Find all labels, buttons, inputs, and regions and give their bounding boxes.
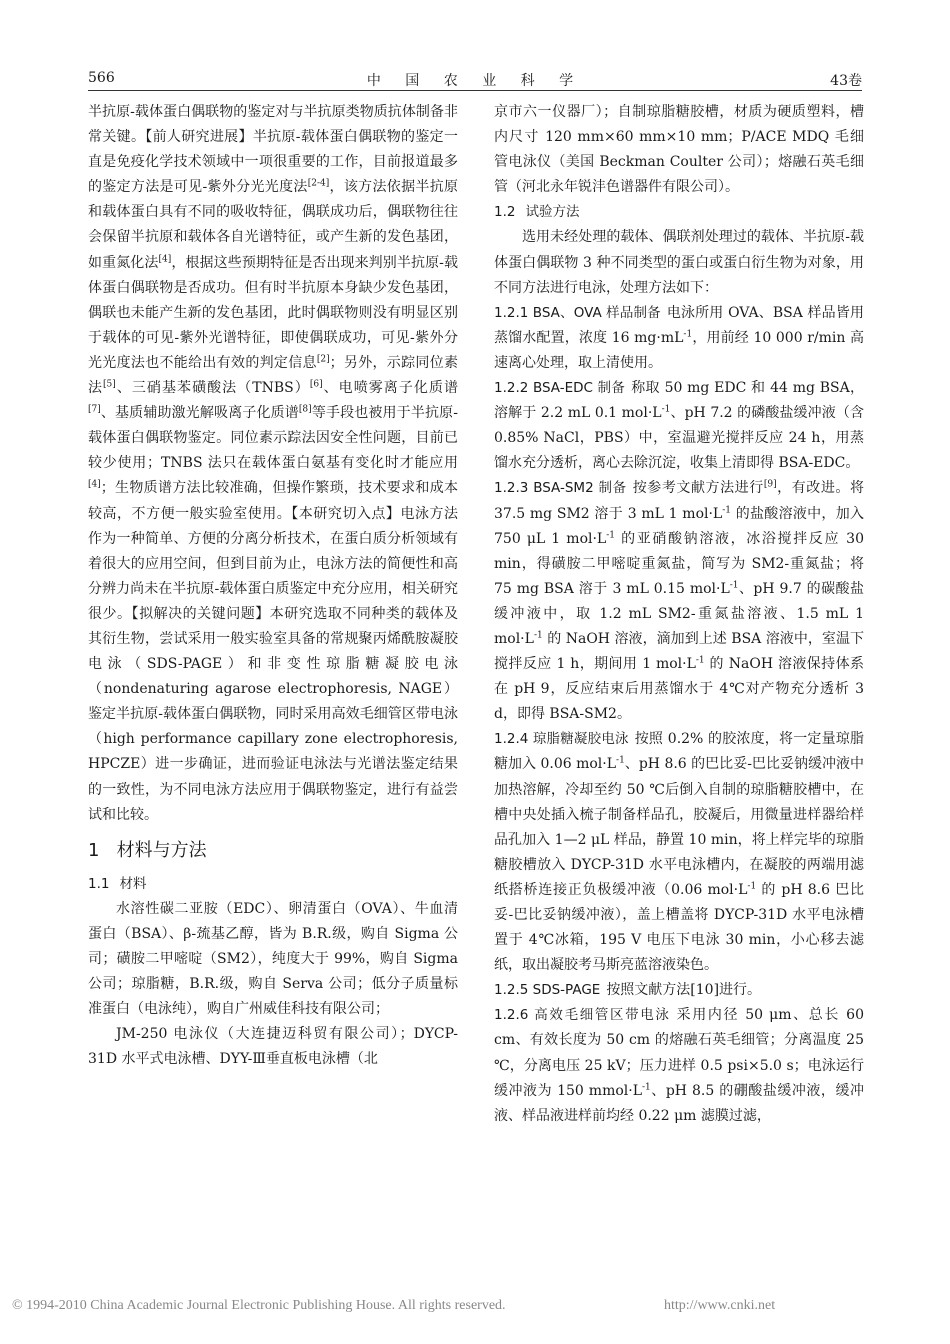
method-1-2-3: 1.2.3 BSA-SM2 制备 按参考文献方法进行[9]，有改进。将 37.5 mg SM2 溶于 3 mL 1 $mol\cdot L^{-1}$ 的盐酸溶液中，加入 750 μL 1 $mol\cdot L^{-1}$ 的亚硝酸钠溶液，冰浴搅拌反应 30 min，得磺胺二甲嘧啶重氮盐，简写为 SM2-重氮盐；将 75 mg BSA 溶于 3 mL 0.15 $mol\cdot L^{-1}$、pH 9.7 的碳酸盐缓冲液中，取 1.2 mL SM2-重氮盐溶液、1.5 mL 1 $mol\cdot L^{-1}$ 的 NaOH 溶液，滴加到上述 BSA 溶液中，室温下搅拌反应 1 h，期间用 1 $mol\cdot L^{-1}$ 的 NaOH 溶液保持体系在 pH 9，反应结束后用蒸馏水于 4℃对产物充分透析 3 d，即得 BSA-SM2。: [494, 479, 865, 723]
left-column: [88, 100, 458, 1072]
journal-title: 中 国 农 业 科 学: [366, 73, 584, 89]
citation: [9]: [763, 479, 777, 490]
citation: [2]: [316, 354, 330, 365]
citation: [5]: [103, 379, 116, 390]
header-rule: [88, 90, 862, 91]
volume-label: 43卷: [830, 73, 862, 89]
citation: [8]: [298, 404, 312, 415]
section-heading-1: 1 材料与方法: [88, 839, 207, 861]
copyright-notice: © 1994-2010 China Academic Journal Electronic Publishing House. All rights reserved.: [12, 1298, 506, 1313]
citation: [2-4]: [307, 178, 330, 189]
running-header: [88, 70, 862, 92]
method-1-2-4: 1.2.4 琼脂糖凝胶电泳 按照 0.2% 的胶浓度，将一定量琼脂糖加入 0.06 $mol\cdot L^{-1}$、pH 8.6 的巴比妥-巴比妥钠缓冲液中加热溶解，冷却至约 50 ℃后倒入自制的琼脂糖胶槽中，在槽中央处插入梳子制备样品孔，胶凝后，用微量进样器给样品孔加入 1—2 μL 样品，静置 10 min，将上样完毕的琼脂糖胶槽放入 DYCP-31D 水平电泳槽内，在凝胶的两端用滤纸搭桥连接正负极缓冲液（0.06 $mol\cdot L^{-1}$ 的 pH 8.6 巴比妥-巴比妥钠缓冲液），盖上槽盖将 DYCP-31D 水平电泳槽置于 4℃冰箱，195 V 电压下电泳 30 min，小心移去滤纸，取出凝胶考马斯亮蓝溶液染色。: [494, 731, 864, 974]
citation: [6]: [309, 379, 323, 390]
method-1-2-2: 1.2.2 BSA-EDC 制备 称取 50 mg EDC 和 44 mg BSA，溶解于 2.2 mL 0.1 $mol\cdot L^{-1}$、pH 7.2 的磷酸盐缓冲液（含 0.85% NaCl，PBS）中，室温避光搅拌反应 24 h，用蒸馏水充分透析，离心去除沉淀，收集上清即得 BSA-EDC。: [494, 380, 865, 472]
citation: [7]: [88, 404, 101, 415]
method-1-2-6: 1.2.6 高效毛细管区带电泳 采用内径 50 μm、总长 60 cm、有效长度为 50 cm 的熔融石英毛细管；分离温度 25 ℃，分离电压 25 kV；压力进样 0.5 psi×5.0 s；电泳运行缓冲液为 150 $mmol\cdot L^{-1}$、pH 8.5 的硼酸盐缓冲液，缓冲液、样品液进样前均经 0.22 μm 滤膜过滤，: [494, 1007, 864, 1124]
instruments-paragraph: JM-250 电泳仪（大连捷迈科贸有限公司）；DYCP-31D 水平式电泳槽、DYY-Ⅲ垂直板电泳槽（北: [88, 1026, 458, 1068]
page-number: 566: [88, 70, 115, 86]
method-1-2-5: 1.2.5 SDS-PAGE 按照文献方法[10]进行。: [494, 982, 762, 999]
subsection-heading-1-1: 1.1 材料: [88, 875, 147, 892]
subsection-heading-1-2: 1.2 试验方法: [494, 204, 580, 221]
materials-paragraph: 水溶性碳二亚胺（EDC）、卵清蛋白（OVA）、牛血清蛋白（BSA）、β-巯基乙醇，皆为 B.R.级，购自 Sigma 公司；磺胺二甲嘧啶（SM2），纯度大于 99%，购自 Sigma 公司；琼脂糖，B.R.级，购自 Serva 公司；低分子质量标准蛋白（电泳纯），购自广州威佳科技有限公司；: [88, 900, 458, 1018]
citation: [4]: [88, 479, 101, 490]
method-1-2-1: 1.2.1 BSA、OVA 样品制备 电泳所用 OVA、BSA 样品皆用蒸馏水配置，浓度 16 $mg\cdot mL^{-1}$，用前经 10 000 r/min 高速离心处理，取上清使用。: [494, 304, 864, 371]
citation: [4]: [158, 253, 172, 264]
intro-paragraph: 半抗原-载体蛋白偶联物的鉴定对与半抗原类物质抗体制备非常关键。【前人研究进展】半抗原-载体蛋白偶联物的鉴定一直是免疫化学技术领域中一项很重要的工作，目前报道最多的鉴定方法是可见-紫外分光光度法[2-4]，该方法依据半抗原和载体蛋白具有不同的吸收特征，偶联成功后，偶联物往往会保留半抗原和载体各自光谱特征，或产生新的发色基团，如重氮化法[4]，根据这些预期特征是否出现来判别半抗原-载体蛋白偶联物是否成功。但有时半抗原本身缺少发色基团，偶联也未能产生新的发色基团，此时偶联物则没有明显区别于载体的可见-紫外光谱特征，即使偶联成功，可见-紫外分光光度法也不能给出有效的判定信息[2]；另外，示踪同位素法[5]、三硝基苯磺酸法（TNBS）[6]、电喷雾离子化质谱[7]、基质辅助激光解吸离子化质谱[8]等手段也被用于半抗原-载体蛋白偶联物鉴定。同位素示踪法因安全性问题，目前已较少使用；TNBS 法只在载体蛋白氨基有变化时才能应用[4]；生物质谱方法比较准确，但操作繁琐，技术要求和成本较高，不方便一般实验室使用。【本研究切入点】电泳方法作为一种简单、方便的分离分析技术，在蛋白质分析领域有着很大的应用空间，但到目前为止，电泳方法的简便性和高分辨力尚未在半抗原-载体蛋白质鉴定中充分应用，相关研究很少。【拟解决的关键问题】本研究选取不同种类的载体及其衍生物，尝试采用一般实验室具备的常规聚丙烯酰胺凝胶电泳（SDS-PAGE）和非变性琼脂糖凝胶电泳（nondenaturing agarose electrophoresis, NAGE）鉴定半抗原-载体蛋白偶联物，同时采用高效毛细管区带电泳（high performance capillary zone electrophoresis, HPCZE）进一步确证，进而验证电泳法与光谱法鉴定结果的一致性，为不同电泳方法应用于偶联物鉴定，进行有益尝试和比较。: [88, 104, 459, 823]
methods-intro: 选用未经处理的载体、偶联剂处理过的载体、半抗原-载体蛋白偶联物 3 种不同类型的蛋白或蛋白衍生物为对象，用不同方法进行电泳，处理方法如下：: [494, 229, 864, 296]
right-column: [494, 100, 864, 1129]
footer-link[interactable]: http://www.cnki.net: [664, 1298, 776, 1313]
instruments-continued: 京市六一仪器厂）；自制琼脂糖胶槽，材质为硬质塑料，槽内尺寸 120 mm×60 mm×10 mm；P/ACE MDQ 毛细管电泳仪（美国 Beckman Coulter 公司）；熔融石英毛细管（河北永年锐沣色谱器件有限公司）。: [494, 104, 864, 196]
